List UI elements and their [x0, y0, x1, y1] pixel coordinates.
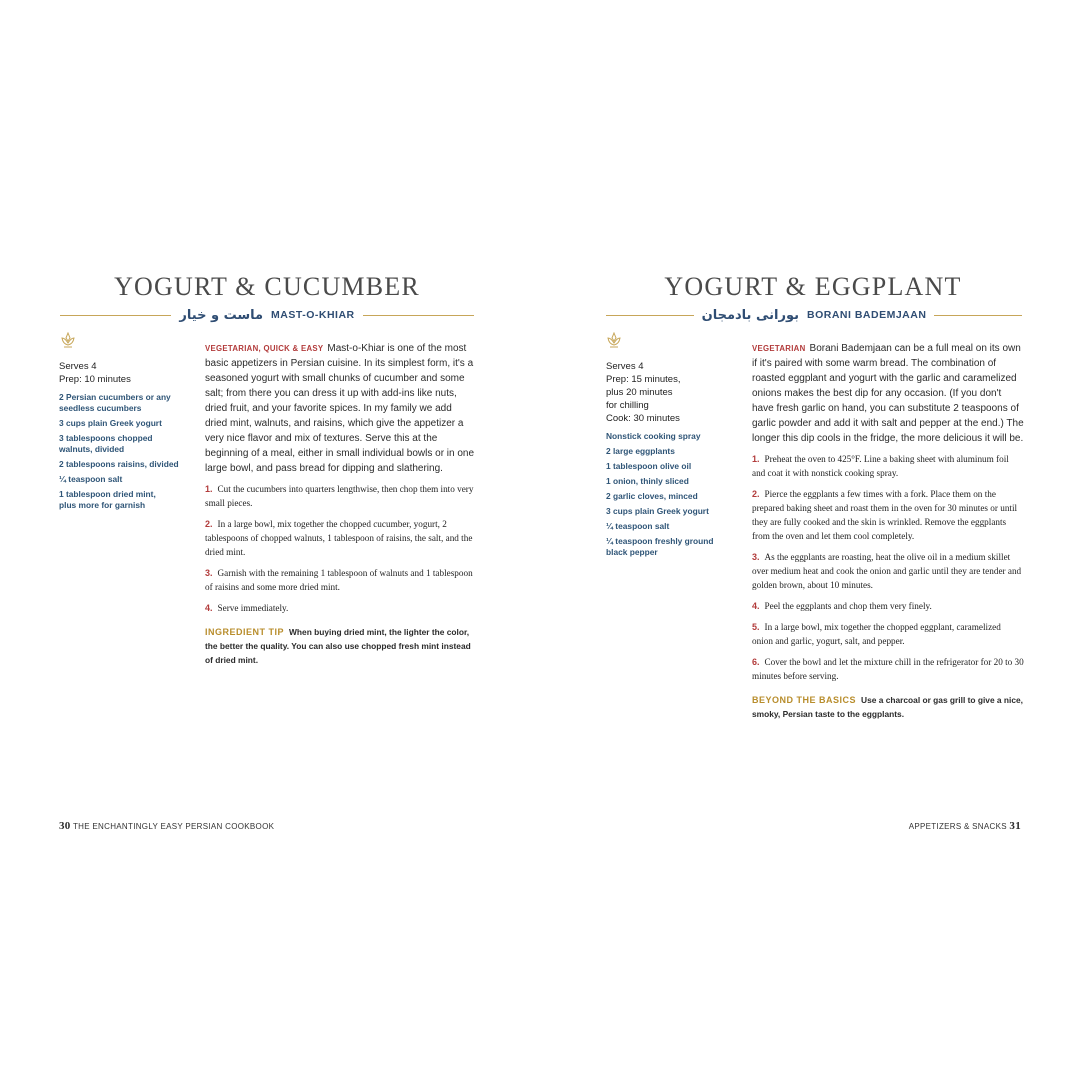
ingredient-item: ¼ teaspoon salt — [59, 474, 123, 484]
tip-label: BEYOND THE BASICS — [752, 695, 857, 705]
divider-rule — [60, 315, 171, 316]
running-title: THE ENCHANTINGLY EASY PERSIAN COOKBOOK — [73, 822, 275, 831]
ingredient-item: Nonstick cooking spray — [606, 431, 701, 441]
recipe-step: 5. In a large bowl, mix together the chopped eggplant, caramelized onion and garlic, yogurt, salt, and pepper. — [752, 622, 1001, 646]
recipe-step: 2. Pierce the eggplants a few times with a fork. Place them on the prepared baking sheet and roast them in the oven for 30 minutes or until they are fully cooked and the skin is wrinkled. Remove the eggplants from the oven and let them cool completely. — [752, 489, 1018, 541]
intro-text: Mast-o-Khiar is one of the most basic appetizers in Persian cuisine. In its simplest form, it's a seasoned yogurt with small chunks of cucumber and some salt; from there you can dress it up with add-ins like nuts, dried fruit, and your favorite spices. In my family we add dried mint, walnuts, and raisins, which give the appetizer a very nice flavor and mix of textures. Serve this at the beginning of a meal, either in small individual bowls or in one large bowl, and pass bread for dipping and slathering. — [205, 343, 475, 474]
ingredient-tip — [205, 625, 475, 667]
recipe-title: YOGURT & CUCUMBER — [114, 272, 420, 301]
recipe-step: 1. Preheat the oven to 425°F. Line a baking sheet with aluminum foil and coat it with nonstick cooking spray. — [752, 454, 1009, 478]
subtitle-row — [606, 306, 1022, 324]
lotus-emblem-icon — [606, 332, 622, 348]
ingredient-item: 2 tablespoons raisins, divided — [59, 459, 179, 469]
ingredient-item: ¼ teaspoon freshly ground black pepper — [606, 536, 714, 557]
right-page — [540, 0, 1080, 1080]
ingredient-item: ¼ teaspoon salt — [606, 521, 670, 531]
subtitle-row — [60, 306, 474, 324]
serves-prep: Serves 4 Prep: 15 minutes, plus 20 minutes for chilling Cook: 30 minutes — [606, 361, 681, 424]
recipe-step: 2. In a large bowl, mix together the chopped cucumber, yogurt, 2 tablespoons of chopped walnuts, 1 tablespoon of raisins, the salt, and the dried mint. — [205, 519, 473, 557]
serves-prep: Serves 4 Prep: 10 minutes — [59, 361, 131, 385]
page-footer — [909, 820, 1021, 832]
running-title: APPETIZERS & SNACKS — [908, 822, 1007, 831]
recipe-meta — [59, 360, 189, 515]
divider-rule — [363, 315, 474, 316]
page-number: 31 — [1009, 820, 1021, 832]
tip-text: Use a charcoal or gas grill to give a nice, smoky, Persian taste to the eggplants. — [752, 695, 1023, 719]
page-footer — [59, 820, 274, 832]
recipe-title: YOGURT & EGGPLANT — [664, 272, 962, 301]
recipe-intro — [205, 341, 475, 476]
recipe-step: 1. Cut the cucumbers into quarters lengthwise, then chop them into very small pieces. — [205, 484, 474, 508]
divider-rule — [606, 315, 694, 316]
intro-text: Borani Bademjaan can be a full meal on its own if it's paired with some warm bread. The combination of roasted eggplant and yogurt with the garlic and caramelized onions makes the best dip for any occasion. (If you don't have fresh garlic on hand, you can substitute 2 teaspoons of garlic powder and add it with salt and pepper at the end.) The longer this dip cools in the fridge, the more delicious it will be. — [752, 343, 1024, 444]
ingredient-item: 3 tablespoons chopped walnuts, divided — [59, 433, 153, 454]
diet-tag: VEGETARIAN, QUICK & EASY — [205, 344, 324, 353]
farsi-name: بورانی بادمجان — [701, 307, 799, 323]
recipe-body — [752, 341, 1024, 721]
recipe-step: 6. Cover the bowl and let the mixture chill in the refrigerator for 20 to 30 minutes before serving. — [752, 657, 1024, 681]
ingredient-item: 2 Persian cucumbers or any seedless cucumbers — [59, 392, 171, 413]
recipe-step: 3. As the eggplants are roasting, heat the olive oil in a medium skillet over medium heat and cook the onion and garlic until they are tender and golden brown, about 10 minutes. — [752, 552, 1022, 590]
ingredient-item: 1 tablespoon olive oil — [606, 461, 692, 471]
farsi-name: ماست و خیار — [179, 307, 264, 323]
ingredient-item: 2 garlic cloves, minced — [606, 491, 698, 501]
recipe-meta — [606, 360, 736, 562]
transliterated-name: BORANI BADEMJAAN — [806, 309, 927, 321]
recipe-step: 4. Peel the eggplants and chop them very finely. — [752, 601, 932, 611]
diet-tag: VEGETARIAN — [752, 344, 806, 353]
recipe-step: 4. Serve immediately. — [205, 603, 289, 613]
transliterated-name: MAST-O-KHIAR — [271, 309, 355, 321]
ingredient-item: 1 tablespoon dried mint, plus more for garnish — [59, 489, 156, 510]
lotus-emblem-icon — [60, 332, 76, 348]
ingredient-item: 3 cups plain Greek yogurt — [606, 506, 709, 516]
ingredient-item: 1 onion, thinly sliced — [606, 476, 689, 486]
recipe-intro — [752, 341, 1024, 446]
recipe-body — [205, 341, 475, 667]
ingredient-item: 2 large eggplants — [606, 446, 675, 456]
beyond-basics-tip — [752, 693, 1024, 721]
tip-text: When buying dried mint, the lighter the color, the better the quality. You can also use chopped fresh mint instead of dried mint. — [205, 627, 471, 665]
page-number: 30 — [59, 820, 71, 832]
tip-label: INGREDIENT TIP — [205, 627, 285, 637]
recipe-step: 3. Garnish with the remaining 1 tablespoon of walnuts and 1 tablespoon of raisins and some more dried mint. — [205, 568, 473, 592]
ingredient-item: 3 cups plain Greek yogurt — [59, 418, 162, 428]
divider-rule — [934, 315, 1022, 316]
